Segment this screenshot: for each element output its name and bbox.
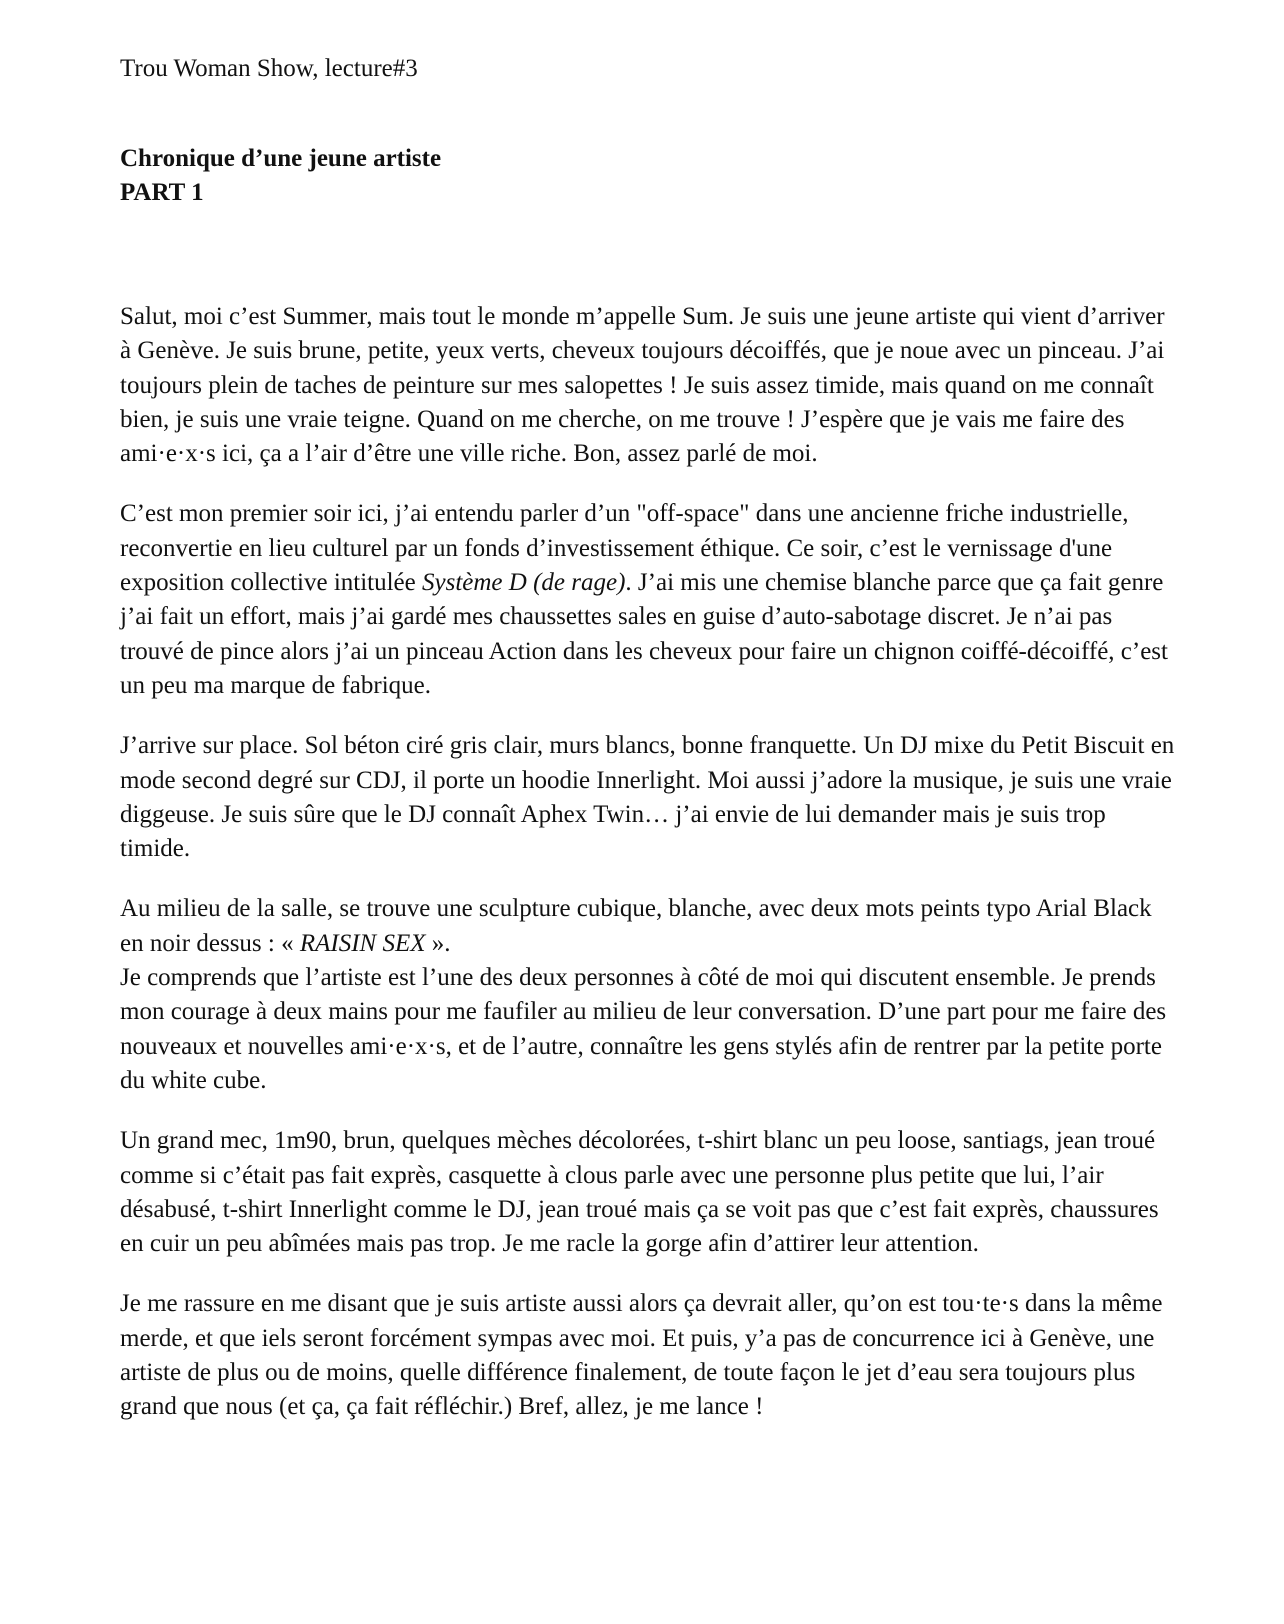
- paragraph-text: Je comprends que l’artiste est l’une des deux personnes à côté de moi qui discutent ensemble. Je prends mon courage à deux mains pour me faufiler au milieu de leur conversation. D’une part pour me faire des nouveaux et nouvelles ami·e·x·s, et de l’autre, connaître les gens stylés afin de rentrer par la petite porte du white cube.: [120, 964, 1167, 1094]
- paragraph-arrival: J’arrive sur place. Sol béton ciré gris clair, murs blancs, bonne franquette. Un DJ mixe du Petit Biscuit en mode second degré sur CDJ, il porte un hoodie Innerlight. Moi aussi j’adore la musique, je suis une vraie diggeuse. Je suis sûre que le DJ connaît Aphex Twin… j’ai envie de lui demander mais je suis trop timide.: [120, 732, 1175, 863]
- paragraph-description: Un grand mec, 1m90, brun, quelques mèches décolorées, t-shirt blanc un peu loose, santiags, jean troué comme si c’était pas fait exprès, casquette à clous parle avec une personne plus petite que lui, l’air désabusé, t-shirt Innerlight comme le DJ, jean troué mais ça se voit pas que c’est fait exprès, chaussures en cuir un peu abîmées mais pas trop. Je me racle la gorge afin d’attirer leur attention.: [120, 1127, 1159, 1258]
- paragraph-first-evening: [120, 497, 1180, 703]
- document-header: Trou Woman Show, lecture#3: [120, 55, 418, 82]
- paragraph-text: Au milieu de la salle, se trouve une sculpture cubique, blanche, avec deux mots peints typo Arial Black en noir dessus : «: [120, 895, 1152, 957]
- sculpture-words: RAISIN SEX: [299, 929, 426, 957]
- document-body: [120, 300, 1180, 1425]
- paragraph-intro: Salut, moi c’est Summer, mais tout le monde m’appelle Sum. Je suis une jeune artiste qui vient d’arriver à Genève. Je suis brune, petite, yeux verts, cheveux toujours décoiffés, que je noue avec un pinceau. J’ai toujours plein de taches de peinture sur mes salopettes ! Je suis assez timide, mais quand on me connaît bien, je suis une vraie teigne. Quand on me cherche, on me trouve ! J’espère que je vais me faire des ami·e·x·s ici, ça a l’air d’être une ville riche. Bon, assez parlé de moi.: [120, 303, 1165, 468]
- title-block: [120, 142, 1180, 210]
- paragraph-text: ».: [425, 929, 451, 957]
- part-heading: PART 1: [120, 179, 204, 206]
- exhibition-title: Système D (de rage): [422, 569, 626, 597]
- paragraph-text: . J’ai mis une chemise blanche parce que ça fait genre j’ai fait un effort, mais j’ai gardé mes chaussettes sales en guise d’auto-sabotage discret. Je n’ai pas trouvé de pince alors j’ai un pinceau Action dans les cheveux pour faire un chignon coiffé-décoiffé, c’est un peu ma marque de fabrique.: [120, 569, 1168, 699]
- paragraph-sculpture: [120, 892, 1180, 1098]
- paragraph-reassurance: Je me rassure en me disant que je suis artiste aussi alors ça devrait aller, qu’on est tou·te·s dans la même merde, et que iels seront forcément sympas avec moi. Et puis, y’a pas de concurrence ici à Genève, une artiste de plus ou de moins, quelle différence finalement, de toute façon le jet d’eau sera toujours plus grand que nous (et ça, ça fait réfléchir.) Bref, allez, je me lance !: [120, 1290, 1163, 1421]
- document-page: [120, 52, 1180, 1451]
- chronicle-title: Chronique d’une jeune artiste: [120, 145, 442, 172]
- paragraph-text: C’est mon premier soir ici, j’ai entendu parler d’un "off-space" dans une ancienne friche industrielle, reconvertie en lieu culturel par un fonds d’investissement éthique. Ce soir, c’est le vernissage d'une exposition collective intitulée: [120, 500, 1129, 597]
